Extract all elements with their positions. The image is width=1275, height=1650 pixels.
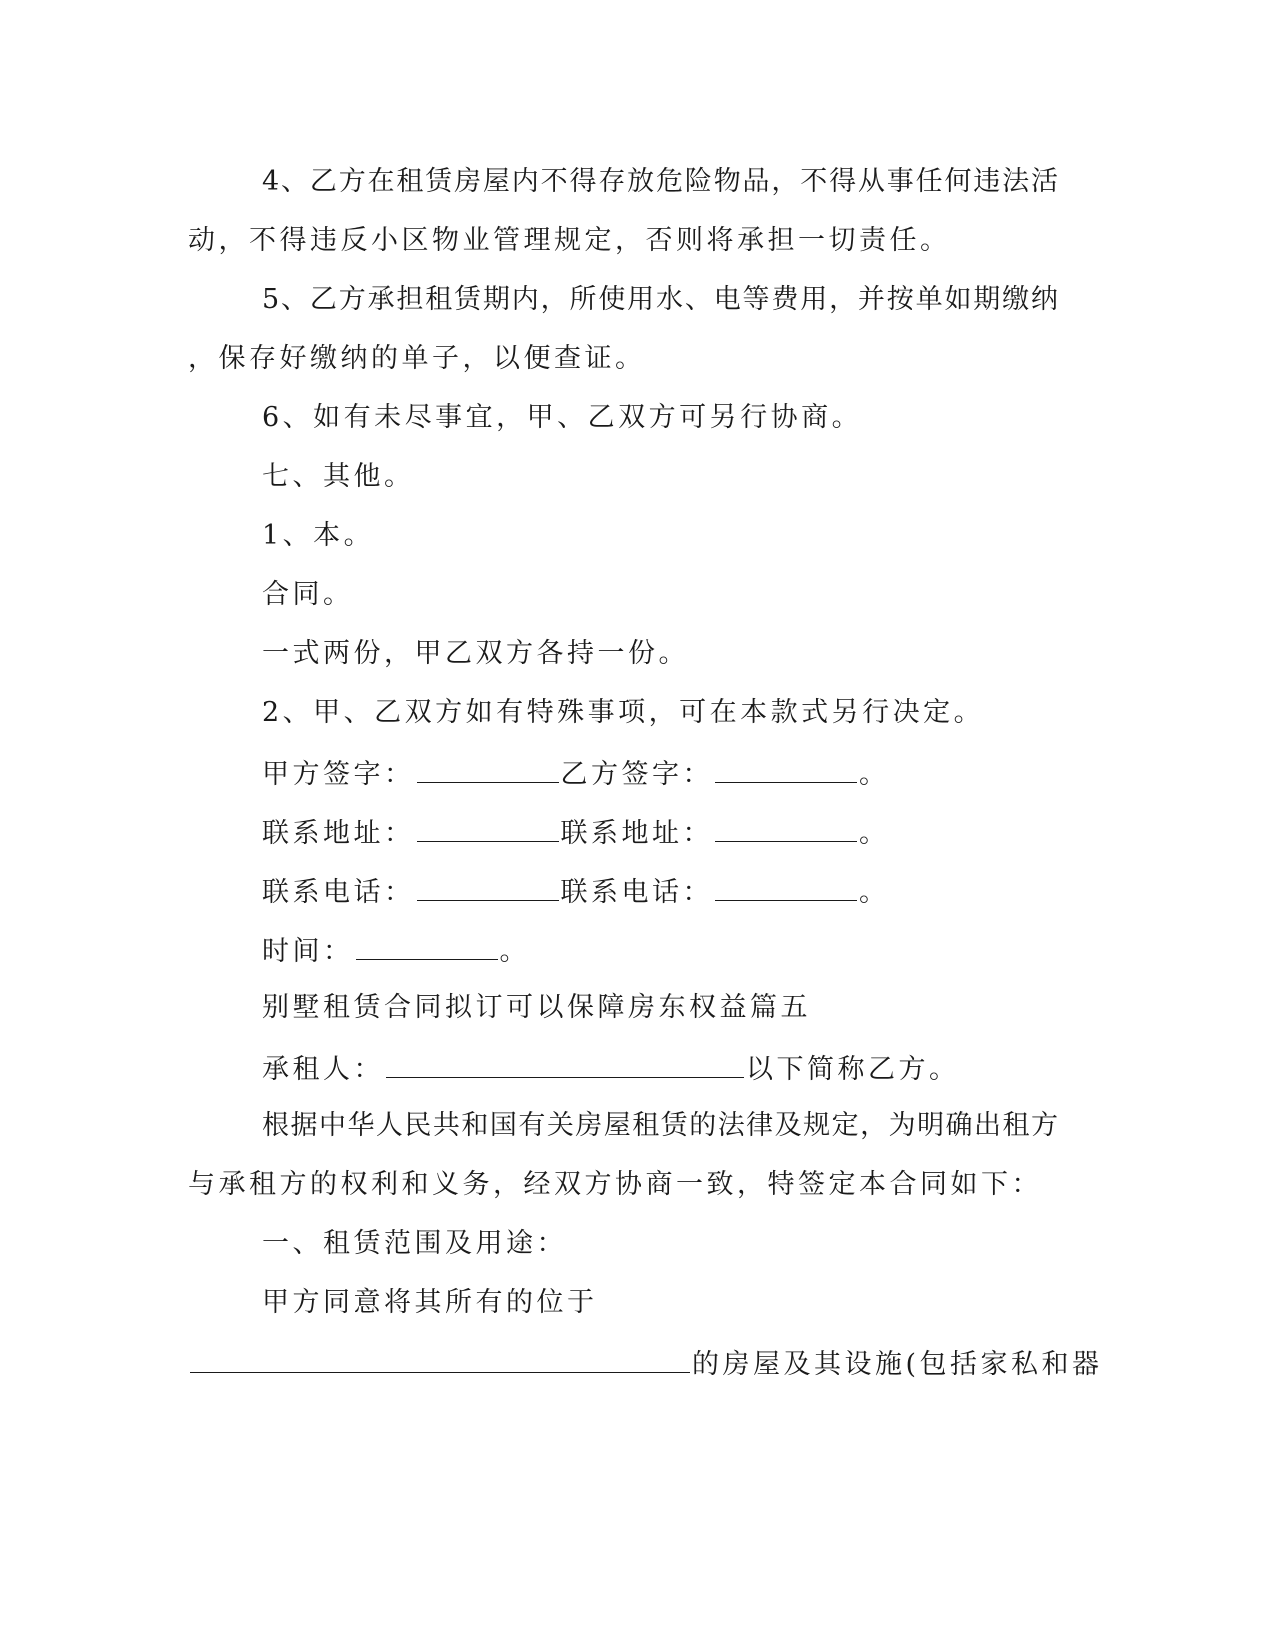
signature-row xyxy=(262,754,890,793)
party-b-sign-label: 乙方签字： xyxy=(560,759,713,790)
intro-line-1: 根据中华人民共和国有关房屋租赁的法律及规定，为明确出租方 xyxy=(262,1110,1058,1141)
clause-1-cont-row xyxy=(188,1344,1103,1383)
time-label: 时间： xyxy=(262,936,354,967)
clause-1-title: 一、租赁范围及用途： xyxy=(262,1228,567,1259)
clause-7-1-line-2: 合同。 xyxy=(262,579,354,610)
phone-end: 。 xyxy=(859,877,890,908)
clause-6: 6、如有未尽事宜，甲、乙双方可另行协商。 xyxy=(262,402,863,433)
section-7-title: 七、其他。 xyxy=(262,461,415,492)
clause-5-line-2: ，保存好缴纳的单子，以便查证。 xyxy=(188,343,646,374)
party-b-phone-blank xyxy=(715,872,857,901)
party-a-address-blank xyxy=(417,813,559,842)
signature-end: 。 xyxy=(859,759,890,790)
location-blank xyxy=(190,1344,690,1373)
tenant-suffix: 以下简称乙方。 xyxy=(746,1054,960,1085)
clause-4-line-2: 动，不得违反小区物业管理规定，否则将承担一切责任。 xyxy=(188,225,951,256)
address-row xyxy=(262,813,890,852)
party-a-phone-label: 联系电话： xyxy=(262,877,415,908)
address-end: 。 xyxy=(859,818,890,849)
time-end: 。 xyxy=(499,936,530,967)
time-blank xyxy=(356,931,498,960)
party-b-address-label: 联系地址： xyxy=(560,818,713,849)
clause-7-1-line-1: 1、本。 xyxy=(262,520,375,551)
section-title: 别墅租赁合同拟订可以保障房东权益篇五 xyxy=(262,992,811,1023)
clause-7-1-line-3: 一式两份，甲乙双方各持一份。 xyxy=(262,638,689,669)
clause-1-text: 甲方同意将其所有的位于 xyxy=(262,1287,598,1318)
party-b-phone-label: 联系电话： xyxy=(560,877,713,908)
intro-line-2: 与承租方的权利和义务，经双方协商一致，特签定本合同如下： xyxy=(188,1169,1042,1200)
phone-row xyxy=(262,872,890,911)
tenant-label: 承租人： xyxy=(262,1054,384,1085)
party-a-sign-blank xyxy=(417,754,559,783)
party-a-phone-blank xyxy=(417,872,559,901)
party-b-sign-blank xyxy=(715,754,857,783)
party-b-address-blank xyxy=(715,813,857,842)
clause-4-line-1: 4、乙方在租赁房屋内不得存放危险物品，不得从事任何违法活 xyxy=(262,166,1058,197)
tenant-row xyxy=(262,1049,960,1088)
party-a-sign-label: 甲方签字： xyxy=(262,759,415,790)
clause-1-cont: 的房屋及其设施(包括家私和器 xyxy=(692,1349,1103,1380)
clause-7-2: 2、甲、乙双方如有特殊事项，可在本款式另行决定。 xyxy=(262,697,985,728)
tenant-blank xyxy=(386,1049,744,1078)
party-a-address-label: 联系地址： xyxy=(262,818,415,849)
time-row xyxy=(262,931,530,970)
clause-5-line-1: 5、乙方承担租赁期内，所使用水、电等费用，并按单如期缴纳 xyxy=(262,284,1058,315)
